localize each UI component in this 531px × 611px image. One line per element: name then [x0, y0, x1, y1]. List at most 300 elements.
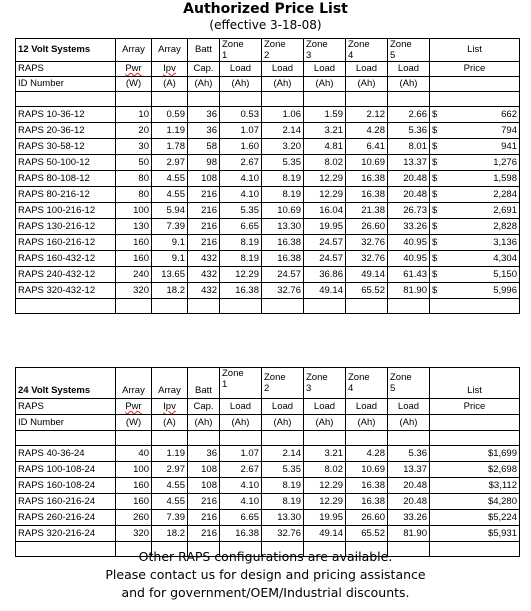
zone3-load-value: 19.95 — [304, 219, 346, 235]
price-amount: 2,284 — [493, 189, 517, 200]
header-battery-capacity: Cap. — [188, 399, 220, 415]
system-id: RAPS 240-432-12 — [16, 267, 116, 283]
list-price-value — [430, 171, 520, 187]
system-id: RAPS 320-432-12 — [16, 283, 116, 299]
zone-heading: Zone 1 — [222, 39, 244, 61]
zone4-load-value: 49.14 — [346, 267, 388, 283]
zone3-load-value: 36.86 — [304, 267, 346, 283]
zone5-load-value: 33.26 — [388, 510, 430, 526]
header-zone3-load: Load — [304, 62, 346, 77]
header-system-label: ID Number — [16, 77, 116, 92]
spacer-row — [16, 431, 520, 446]
zone1-load-value: 8.19 — [220, 251, 262, 267]
array-current-value: 9.1 — [152, 235, 188, 251]
array-current-value: 4.55 — [152, 187, 188, 203]
zone1-load-value: 0.53 — [220, 107, 262, 123]
currency-symbol: $ — [432, 109, 438, 120]
zone4-load-value: 16.38 — [346, 478, 388, 494]
header-zone2-load: Load — [262, 62, 304, 77]
list-price-value — [430, 107, 520, 123]
zone2-load-value: 16.38 — [262, 235, 304, 251]
price-amount: 5,996 — [493, 285, 517, 296]
spacer-cell — [116, 431, 152, 446]
zone3-load-value: 12.29 — [304, 478, 346, 494]
header-zone5-load: Load — [388, 62, 430, 77]
array-current-value: 4.55 — [152, 478, 188, 494]
zone1-load-value: 5.35 — [220, 203, 262, 219]
header-zone3-load: (Ah) — [304, 415, 346, 431]
header-system-label: 12 Volt Systems — [16, 39, 116, 62]
zone1-load-value: 12.29 — [220, 267, 262, 283]
price-amount: 4,304 — [493, 253, 517, 264]
header-battery-capacity — [188, 368, 220, 384]
zone5-load-value: 20.48 — [388, 478, 430, 494]
zone-heading: Zone 3 — [306, 39, 328, 61]
zone5-load-value: 20.48 — [388, 171, 430, 187]
spacer-cell — [16, 431, 116, 446]
zone1-load-value: 4.10 — [220, 171, 262, 187]
currency-symbol: $ — [432, 157, 438, 168]
header-array-power: Array — [116, 39, 152, 62]
table-row — [16, 187, 520, 203]
table-row — [16, 107, 520, 123]
system-id: RAPS 50-100-12 — [16, 155, 116, 171]
battery-capacity-value: 216 — [188, 494, 220, 510]
array-power-value: 100 — [116, 203, 152, 219]
battery-capacity-value: 108 — [188, 171, 220, 187]
array-power-value: 260 — [116, 510, 152, 526]
list-price-value — [430, 203, 520, 219]
array-current-value: 4.55 — [152, 494, 188, 510]
list-price-value: $1,699 — [430, 446, 520, 462]
zone3-load-value: 8.02 — [304, 462, 346, 478]
zone5-load-value: 81.90 — [388, 526, 430, 542]
zone2-load-value: 2.14 — [262, 446, 304, 462]
spacer-cell — [262, 299, 304, 314]
zone5-load-value: 5.36 — [388, 446, 430, 462]
table-row — [16, 446, 520, 462]
header-array-current: Ipv — [152, 62, 188, 77]
array-power-value: 20 — [116, 123, 152, 139]
list-price-value: $2,698 — [430, 462, 520, 478]
zone4-load-value: 21.38 — [346, 203, 388, 219]
header-battery-capacity: (Ah) — [188, 77, 220, 92]
zone2-load-value: 5.35 — [262, 155, 304, 171]
zone5-load-value: 13.37 — [388, 155, 430, 171]
spacer-cell — [152, 299, 188, 314]
note-line: and for government/OEM/Industrial discounts. — [121, 585, 410, 600]
header-system-label: 24 Volt Systems — [16, 383, 116, 399]
zone1-load-value: 2.67 — [220, 155, 262, 171]
header-zone4-load: Load — [346, 62, 388, 77]
spacer-cell — [346, 299, 388, 314]
header-zone5-load: Load — [388, 399, 430, 415]
zone2-load-value: 24.57 — [262, 267, 304, 283]
spacer-cell — [152, 92, 188, 107]
battery-capacity-value: 216 — [188, 526, 220, 542]
header-zone3-load — [304, 39, 346, 62]
header-array-power: (W) — [116, 77, 152, 92]
zone2-load-value: 1.06 — [262, 107, 304, 123]
table-row — [16, 251, 520, 267]
battery-capacity-value: 216 — [188, 219, 220, 235]
array-current-value: 7.39 — [152, 510, 188, 526]
table-row — [16, 478, 520, 494]
header-zone2-load: Load — [262, 399, 304, 415]
table-row — [16, 283, 520, 299]
zone-heading: Zone 2 — [264, 39, 286, 61]
spacer-cell — [152, 431, 188, 446]
note-line: Other RAPS configurations are available. — [138, 549, 393, 564]
table-row — [16, 155, 520, 171]
zone4-load-value: 16.38 — [346, 187, 388, 203]
table-row — [16, 462, 520, 478]
array-current-value: 13.65 — [152, 267, 188, 283]
battery-capacity-value: 216 — [188, 203, 220, 219]
spacer-cell — [304, 299, 346, 314]
array-power-value: 130 — [116, 219, 152, 235]
header-zone5-load — [388, 368, 430, 399]
zone3-load-value: 12.29 — [304, 494, 346, 510]
array-current-value: 18.2 — [152, 283, 188, 299]
currency-symbol: $ — [432, 205, 438, 216]
header-zone2-load: (Ah) — [262, 77, 304, 92]
zone5-load-value: 8.01 — [388, 139, 430, 155]
spacer-cell — [346, 431, 388, 446]
header-zone1-load: (Ah) — [220, 415, 262, 431]
array-current-value: 4.55 — [152, 171, 188, 187]
array-power-value: 240 — [116, 267, 152, 283]
header-row — [16, 39, 520, 62]
zone5-load-value: 81.90 — [388, 283, 430, 299]
spacer-cell — [116, 92, 152, 107]
header-row — [16, 415, 520, 431]
zone3-load-value: 19.95 — [304, 510, 346, 526]
header-row — [16, 399, 520, 415]
zone2-load-value: 2.14 — [262, 123, 304, 139]
spacer-cell — [430, 299, 520, 314]
array-current-value: 1.19 — [152, 446, 188, 462]
effective-date: (effective 3-18-08) — [209, 18, 322, 32]
zone2-load-value: 13.30 — [262, 219, 304, 235]
table-row — [16, 203, 520, 219]
page-title: Authorized Price List — [183, 1, 348, 17]
array-power-value: 50 — [116, 155, 152, 171]
zone1-load-value: 6.65 — [220, 510, 262, 526]
system-id: RAPS 160-108-24 — [16, 478, 116, 494]
currency-symbol: $ — [432, 253, 438, 264]
table-row — [16, 494, 520, 510]
spacer-cell — [220, 299, 262, 314]
zone4-load-value: 2.12 — [346, 107, 388, 123]
array-power-value: 80 — [116, 171, 152, 187]
zone4-load-value: 10.69 — [346, 155, 388, 171]
spacer-cell — [188, 92, 220, 107]
array-current-value: 2.97 — [152, 462, 188, 478]
header-array-power — [116, 368, 152, 384]
battery-capacity-value: 216 — [188, 510, 220, 526]
system-id: RAPS 10-36-12 — [16, 107, 116, 123]
system-id: RAPS 100-216-12 — [16, 203, 116, 219]
battery-capacity-value: 432 — [188, 251, 220, 267]
spacer-cell — [304, 431, 346, 446]
spacer-cell — [16, 299, 116, 314]
system-id: RAPS 130-216-12 — [16, 219, 116, 235]
zone5-load-value: 13.37 — [388, 462, 430, 478]
spacer-cell — [262, 92, 304, 107]
spacer-cell — [388, 92, 430, 107]
system-id: RAPS 80-108-12 — [16, 171, 116, 187]
system-id: RAPS 160-216-24 — [16, 494, 116, 510]
list-price-value — [430, 155, 520, 171]
zone5-load-value: 61.43 — [388, 267, 430, 283]
zone5-load-value: 20.48 — [388, 187, 430, 203]
spacer-cell — [220, 431, 262, 446]
header-array-current: Ipv — [152, 399, 188, 415]
header-list-price: Price — [430, 62, 520, 77]
table-row — [16, 139, 520, 155]
header-array-current: (A) — [152, 77, 188, 92]
battery-capacity-value: 432 — [188, 267, 220, 283]
zone1-load-value: 4.10 — [220, 478, 262, 494]
array-current-value: 1.19 — [152, 123, 188, 139]
spacer-cell — [220, 92, 262, 107]
header-zone4-load: Load — [346, 399, 388, 415]
spacer-cell — [262, 431, 304, 446]
spacer-cell — [388, 431, 430, 446]
price-amount: 2,691 — [493, 205, 517, 216]
header-zone5-load: (Ah) — [388, 415, 430, 431]
battery-capacity-value: 58 — [188, 139, 220, 155]
list-price-value: $3,112 — [430, 478, 520, 494]
zone3-load-value: 12.29 — [304, 187, 346, 203]
list-price-value — [430, 283, 520, 299]
list-price-value — [430, 123, 520, 139]
zone2-load-value: 5.35 — [262, 462, 304, 478]
zone2-load-value: 32.76 — [262, 526, 304, 542]
header-array-power: Pwr — [116, 62, 152, 77]
spacer-cell — [304, 92, 346, 107]
header-zone2-load: (Ah) — [262, 415, 304, 431]
zone3-load-value: 24.57 — [304, 235, 346, 251]
system-id: RAPS 260-216-24 — [16, 510, 116, 526]
zone1-load-value: 8.19 — [220, 235, 262, 251]
zone2-load-value: 32.76 — [262, 283, 304, 299]
zone5-load-value: 33.26 — [388, 219, 430, 235]
battery-capacity-value: 216 — [188, 187, 220, 203]
header-zone4-load: (Ah) — [346, 415, 388, 431]
header-list-price: List — [430, 39, 520, 62]
table-row — [16, 171, 520, 187]
zone3-load-value: 24.57 — [304, 251, 346, 267]
array-power-value: 160 — [116, 494, 152, 510]
zone2-load-value: 8.19 — [262, 494, 304, 510]
battery-capacity-value: 108 — [188, 478, 220, 494]
system-id: RAPS 80-216-12 — [16, 187, 116, 203]
header-list-price — [430, 368, 520, 384]
zone-heading: Zone 4 — [348, 372, 370, 394]
header-system-label: ID Number — [16, 415, 116, 431]
battery-capacity-value: 36 — [188, 446, 220, 462]
header-array-current: Array — [152, 39, 188, 62]
list-price-value: $5,224 — [430, 510, 520, 526]
price-table-24-volt — [15, 367, 520, 557]
zone1-load-value: 1.07 — [220, 446, 262, 462]
header-row — [16, 62, 520, 77]
currency-symbol: $ — [432, 221, 438, 232]
array-current-value: 7.39 — [152, 219, 188, 235]
zone4-load-value: 10.69 — [346, 462, 388, 478]
currency-symbol: $ — [432, 189, 438, 200]
header-list-price: List — [430, 383, 520, 399]
zone1-load-value: 16.38 — [220, 526, 262, 542]
header-array-current: (A) — [152, 415, 188, 431]
list-price-value — [430, 235, 520, 251]
zone5-load-value: 5.36 — [388, 123, 430, 139]
zone3-load-value: 8.02 — [304, 155, 346, 171]
array-current-value: 18.2 — [152, 526, 188, 542]
array-power-value: 40 — [116, 446, 152, 462]
system-id: RAPS 20-36-12 — [16, 123, 116, 139]
price-amount: 662 — [501, 109, 517, 120]
zone4-load-value: 32.76 — [346, 251, 388, 267]
array-power-value: 320 — [116, 283, 152, 299]
spacer-cell — [188, 299, 220, 314]
battery-capacity-value: 216 — [188, 235, 220, 251]
price-amount: 1,598 — [493, 173, 517, 184]
header-zone5-load — [388, 39, 430, 62]
zone2-load-value: 16.38 — [262, 251, 304, 267]
header-zone1-load — [220, 368, 262, 399]
header-zone1-load: (Ah) — [220, 77, 262, 92]
zone1-load-value: 2.67 — [220, 462, 262, 478]
header-battery-capacity: Cap. — [188, 62, 220, 77]
list-price-value — [430, 219, 520, 235]
system-id: RAPS 30-58-12 — [16, 139, 116, 155]
list-price-value — [430, 139, 520, 155]
array-power-value: 80 — [116, 187, 152, 203]
table-row — [16, 267, 520, 283]
note-line: Please contact us for design and pricing assistance — [105, 567, 426, 582]
system-id: RAPS 160-216-12 — [16, 235, 116, 251]
zone1-load-value: 4.10 — [220, 187, 262, 203]
zone3-load-value: 16.04 — [304, 203, 346, 219]
battery-capacity-value: 432 — [188, 283, 220, 299]
currency-symbol: $ — [432, 237, 438, 248]
header-row — [16, 368, 520, 384]
spacer-cell — [16, 92, 116, 107]
header-battery-capacity: Batt — [188, 383, 220, 399]
spacer-cell — [430, 431, 520, 446]
header-zone3-load — [304, 368, 346, 399]
zone-heading: Zone 4 — [348, 39, 370, 61]
spacer-cell — [116, 299, 152, 314]
header-system-label: RAPS — [16, 62, 116, 77]
zone5-load-value: 40.95 — [388, 235, 430, 251]
header-zone4-load: (Ah) — [346, 77, 388, 92]
zone5-load-value: 40.95 — [388, 251, 430, 267]
zone4-load-value: 4.28 — [346, 123, 388, 139]
table-row — [16, 219, 520, 235]
system-id: RAPS 100-108-24 — [16, 462, 116, 478]
zone3-load-value: 3.21 — [304, 446, 346, 462]
currency-symbol: $ — [432, 285, 438, 296]
battery-capacity-value: 98 — [188, 155, 220, 171]
zone-heading: Zone 1 — [222, 368, 244, 390]
header-list-price: Price — [430, 399, 520, 415]
header-zone3-load: (Ah) — [304, 77, 346, 92]
zone3-load-value: 1.59 — [304, 107, 346, 123]
system-id: RAPS 320-216-24 — [16, 526, 116, 542]
price-amount: 5,150 — [493, 269, 517, 280]
header-zone5-load: (Ah) — [388, 77, 430, 92]
zone3-load-value: 4.81 — [304, 139, 346, 155]
price-amount: 2,828 — [493, 221, 517, 232]
header-battery-capacity: (Ah) — [188, 415, 220, 431]
zone3-load-value: 12.29 — [304, 171, 346, 187]
zone2-load-value: 8.19 — [262, 171, 304, 187]
system-id: RAPS 40-36-24 — [16, 446, 116, 462]
header-row — [16, 77, 520, 92]
header-system-label: RAPS — [16, 399, 116, 415]
spacer-cell — [188, 431, 220, 446]
spacer-cell — [430, 92, 520, 107]
table-row — [16, 235, 520, 251]
header-zone4-load — [346, 39, 388, 62]
array-power-value: 160 — [116, 235, 152, 251]
array-current-value: 2.97 — [152, 155, 188, 171]
header-zone4-load — [346, 368, 388, 399]
spacer-cell — [388, 299, 430, 314]
spacer-row — [16, 92, 520, 107]
price-amount: 1,276 — [493, 157, 517, 168]
zone4-load-value: 65.52 — [346, 283, 388, 299]
zone5-load-value: 2.66 — [388, 107, 430, 123]
zone3-load-value: 49.14 — [304, 283, 346, 299]
zone5-load-value: 26.73 — [388, 203, 430, 219]
currency-symbol: $ — [432, 269, 438, 280]
zone1-load-value: 4.10 — [220, 494, 262, 510]
battery-capacity-value: 36 — [188, 107, 220, 123]
header-array-power: (W) — [116, 415, 152, 431]
zone2-load-value: 8.19 — [262, 478, 304, 494]
array-power-value: 160 — [116, 478, 152, 494]
zone3-load-value: 3.21 — [304, 123, 346, 139]
spacer-row — [16, 299, 520, 314]
header-zone1-load: Load — [220, 62, 262, 77]
array-power-value: 30 — [116, 139, 152, 155]
zone4-load-value: 6.41 — [346, 139, 388, 155]
zone-heading: Zone 2 — [264, 372, 286, 394]
zone4-load-value: 32.76 — [346, 235, 388, 251]
array-power-value: 160 — [116, 251, 152, 267]
list-price-value — [430, 187, 520, 203]
array-power-value: 320 — [116, 526, 152, 542]
array-current-value: 5.94 — [152, 203, 188, 219]
battery-capacity-value: 108 — [188, 462, 220, 478]
currency-symbol: $ — [432, 141, 438, 152]
zone-heading: Zone 5 — [390, 372, 412, 394]
zone2-load-value: 3.20 — [262, 139, 304, 155]
zone2-load-value: 13.30 — [262, 510, 304, 526]
header-array-current: Array — [152, 383, 188, 399]
list-price-value: $5,931 — [430, 526, 520, 542]
array-current-value: 1.78 — [152, 139, 188, 155]
price-amount: 3,136 — [493, 237, 517, 248]
list-price-value — [430, 251, 520, 267]
header-list-price — [430, 415, 520, 431]
zone2-load-value: 8.19 — [262, 187, 304, 203]
